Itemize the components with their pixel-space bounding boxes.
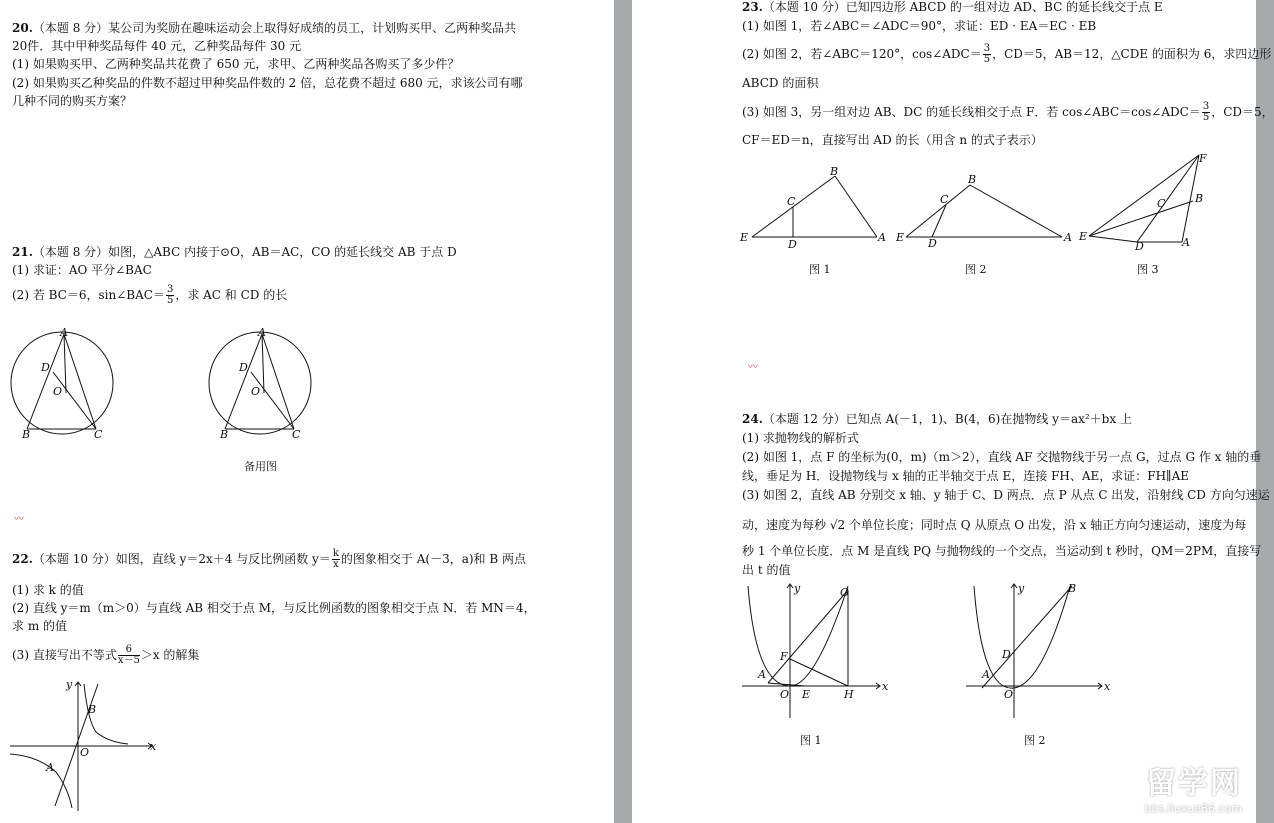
q21-text-1: （本题 8 分）如图，△ABC 内接于⊙O，AB＝AC，CO 的延长线交 AB 于点 D (32, 245, 457, 259)
q21-line-3 (12, 285, 287, 306)
svg-text:O: O (80, 746, 90, 759)
q23-line-6: CF＝ED＝n，直接写出 AD 的长（用含 n 的式子表示） (742, 133, 1043, 147)
q21-caption-spare: 备用图 (244, 460, 277, 473)
q24-line-2: (1) 求抛物线的解析式 (742, 431, 859, 445)
q22-frac-den: x (333, 559, 339, 570)
svg-text:O: O (780, 688, 790, 701)
q24-figure-1 (740, 580, 890, 720)
svg-text:B: B (1068, 582, 1077, 595)
q22-number: 22. (12, 552, 33, 566)
q23-text-1: （本题 10 分）已知四边形 ABCD 的一组对边 AD、BC 的延长线交于点 E (762, 0, 1163, 14)
q21-frac-num: 3 (166, 284, 174, 295)
q24-line-8: 出 t 的值 (742, 563, 791, 577)
svg-text:A: A (982, 668, 990, 681)
q23-text-5a: (3) 如图 3，另一组对边 AB、DC 的延长线相交于点 F．若 cos∠ABC＝cos∠ADC＝ (742, 105, 1201, 119)
svg-text:A: A (878, 231, 886, 244)
q23-text-3a: (2) 如图 2，若∠ABC＝120°，cos∠ADC＝ (742, 47, 982, 61)
q22-ineq-num: 6 (118, 645, 140, 656)
svg-text:y: y (66, 678, 73, 691)
q23-line-2: (1) 如图 1，若∠ABC＝∠ADC＝90°，求证：ED · EA＝EC · EB (742, 19, 1097, 33)
q23-figure-3 (1077, 150, 1257, 253)
q23-frac2-den: 5 (1202, 112, 1210, 123)
q22-ineq-den: x－5 (117, 655, 140, 666)
q23-line-4: ABCD 的面积 (742, 76, 819, 90)
document-page-left (0, 0, 614, 823)
svg-text:E: E (740, 231, 749, 244)
svg-text:D: D (41, 361, 50, 374)
q22-figure-graph (10, 676, 160, 816)
svg-text:C: C (1157, 197, 1166, 210)
q20-line-4: (2) 如果购买乙种奖品的件数不超过甲种奖品件数的 2 倍，总花费不超过 680 元，求该公司有哪 (12, 76, 523, 90)
watermark-url: bbs.liuxue86.com (1144, 802, 1242, 815)
q22-text-1a: （本题 10 分）如图，直线 y＝2x＋4 与反比例函数 y＝ (32, 552, 331, 566)
svg-text:A: A (1064, 231, 1072, 244)
svg-text:D: D (788, 238, 797, 251)
q24-text-1: （本题 12 分）已知点 A(－1，1)、B(4，6)在抛物线 y＝ax²＋bx 上 (762, 412, 1132, 426)
q22-line-5 (12, 645, 199, 666)
svg-text:O: O (1004, 688, 1014, 701)
q22-fraction (332, 549, 340, 570)
q23-line-5 (742, 102, 1274, 123)
q20-line-5: 几种不同的购买方案？ (12, 94, 133, 108)
svg-text:E: E (802, 688, 811, 701)
q23-text-5b: ，CD＝5， (1211, 105, 1274, 119)
q24-number: 24. (742, 412, 763, 426)
svg-text:B: B (88, 703, 97, 716)
q21-number: 21. (12, 245, 33, 259)
q24-line-4: 线，垂足为 H．设抛物线与 x 轴的正半轴交于点 E，连接 FH、AE，求证：FH∥AE (742, 469, 1190, 483)
svg-text:C: C (292, 428, 301, 441)
q20-line-1 (12, 20, 516, 36)
svg-text:A: A (758, 668, 766, 681)
q23-number: 23. (742, 0, 763, 14)
q24-line-7: 秒 1 个单位长度．点 M 是直线 PQ 与抛物线的一个交点，当运动到 t 秒时，QM＝2PM，直接写 (742, 544, 1262, 558)
q22-line-4: 求 m 的值 (12, 619, 68, 633)
q21-line-1 (12, 244, 457, 260)
watermark-main: 留学网 (1146, 766, 1242, 801)
svg-text:A: A (258, 326, 266, 339)
svg-text:y: y (1018, 582, 1025, 595)
q24-figure-2 (964, 580, 1114, 720)
q23-frac1-num: 3 (983, 43, 991, 54)
q23-figure-1 (740, 160, 890, 250)
q20-line-2: 20件．其中甲种奖品每件 40 元，乙种奖品每件 30 元 (12, 39, 302, 53)
q22-text-1b: 的图象相交于 A(－3，a)和 B 两点 (340, 552, 526, 566)
q21-figure-spare (198, 320, 328, 450)
q22-line-1 (12, 549, 526, 570)
svg-text:F: F (780, 650, 788, 663)
svg-text:D: D (1002, 648, 1011, 661)
q21-figure-circle (0, 320, 130, 450)
svg-text:H: H (844, 688, 854, 701)
svg-text:D: D (239, 361, 248, 374)
svg-text:A: A (1182, 236, 1190, 249)
svg-text:D: D (1135, 240, 1144, 253)
watermark-logo (1144, 758, 1242, 815)
q23-figure-2 (894, 165, 1074, 255)
q20-line-3: (1) 如果购买甲、乙两种奖品共花费了 650 元，求甲、乙两种奖品各购买了多少件？ (12, 57, 460, 71)
svg-text:A: A (60, 326, 68, 339)
svg-text:C: C (94, 428, 103, 441)
q23-line-3 (742, 44, 1271, 65)
q22-text-5b: ＞x 的解集 (140, 648, 200, 662)
q23-frac2-num: 3 (1202, 101, 1210, 112)
q22-frac-num: k (332, 548, 339, 559)
svg-text:G: G (840, 586, 849, 599)
q23-fraction-1 (983, 44, 991, 65)
q24-line-3: (2) 如图 1，点 F 的坐标为(0，m)（m＞2），直线 AF 交抛物线于另一点 G，过点 G 作 x 轴的垂 (742, 450, 1262, 464)
q22-line-2: (1) 求 k 的值 (12, 583, 84, 597)
q22-inequality-fraction (118, 645, 140, 666)
q21-line-2: (1) 求证：AO 平分∠BAC (12, 263, 152, 277)
svg-text:O: O (53, 385, 63, 398)
q21-fraction (166, 285, 174, 306)
q23-line-1 (742, 0, 1163, 15)
svg-text:x: x (882, 680, 889, 693)
svg-text:E: E (1079, 230, 1088, 243)
document-page-right (632, 0, 1274, 823)
q22-text-5a: (3) 直接写出不等式 (12, 648, 117, 662)
svg-text:A: A (46, 761, 54, 774)
svg-text:C: C (940, 193, 949, 206)
q24-line-6: 动，速度为每秒 √2 个单位长度；同时点 Q 从原点 O 出发，沿 x 轴正方向匀速运动，速度为每 (742, 518, 1247, 532)
spell-squiggle: 〰 (14, 514, 24, 525)
q23-caption-2: 图 2 (965, 263, 987, 276)
svg-text:B: B (830, 165, 839, 178)
q23-text-3b: ，CD＝5，AB＝12，△CDE 的面积为 6，求四边形 (992, 47, 1272, 61)
q22-line-3: (2) 直线 y＝m（m＞0）与直线 AB 相交于点 M，与反比例函数的图象相交于点 N．若 MN＝4， (12, 601, 536, 615)
svg-text:D: D (928, 237, 937, 250)
q21-frac-den: 5 (166, 295, 174, 306)
q21-text-3a: (2) 若 BC＝6，sin∠BAC＝ (12, 288, 165, 302)
svg-text:B: B (968, 173, 977, 186)
q20-number: 20. (12, 21, 33, 35)
q24-caption-2: 图 2 (1024, 734, 1046, 747)
q23-caption-3: 图 3 (1137, 263, 1159, 276)
svg-text:C: C (787, 195, 796, 208)
svg-text:O: O (251, 385, 261, 398)
q23-caption-1: 图 1 (809, 263, 831, 276)
svg-text:B: B (220, 428, 229, 441)
svg-text:E: E (896, 231, 905, 244)
q24-line-5: (3) 如图 2，直线 AB 分别交 x 轴、y 轴于 C、D 两点．点 P 从点 C 出发，沿射线 CD 方向匀速运 (742, 488, 1270, 502)
svg-text:y: y (794, 582, 801, 595)
spell-squiggle: 〰 (748, 362, 758, 373)
svg-text:B: B (1195, 192, 1204, 205)
q24-line-1 (742, 411, 1132, 427)
svg-text:x: x (150, 740, 157, 753)
svg-text:F: F (1199, 152, 1207, 165)
svg-text:x: x (1104, 680, 1111, 693)
q20-text-1: （本题 8 分）某公司为奖励在趣味运动会上取得好成绩的员工，计划购买甲、乙两种奖品共 (32, 21, 517, 35)
svg-text:B: B (22, 428, 31, 441)
q21-text-3b: ，求 AC 和 CD 的长 (175, 288, 288, 302)
q24-caption-1: 图 1 (800, 734, 822, 747)
q23-frac1-den: 5 (983, 54, 991, 65)
q23-fraction-2 (1202, 102, 1210, 123)
